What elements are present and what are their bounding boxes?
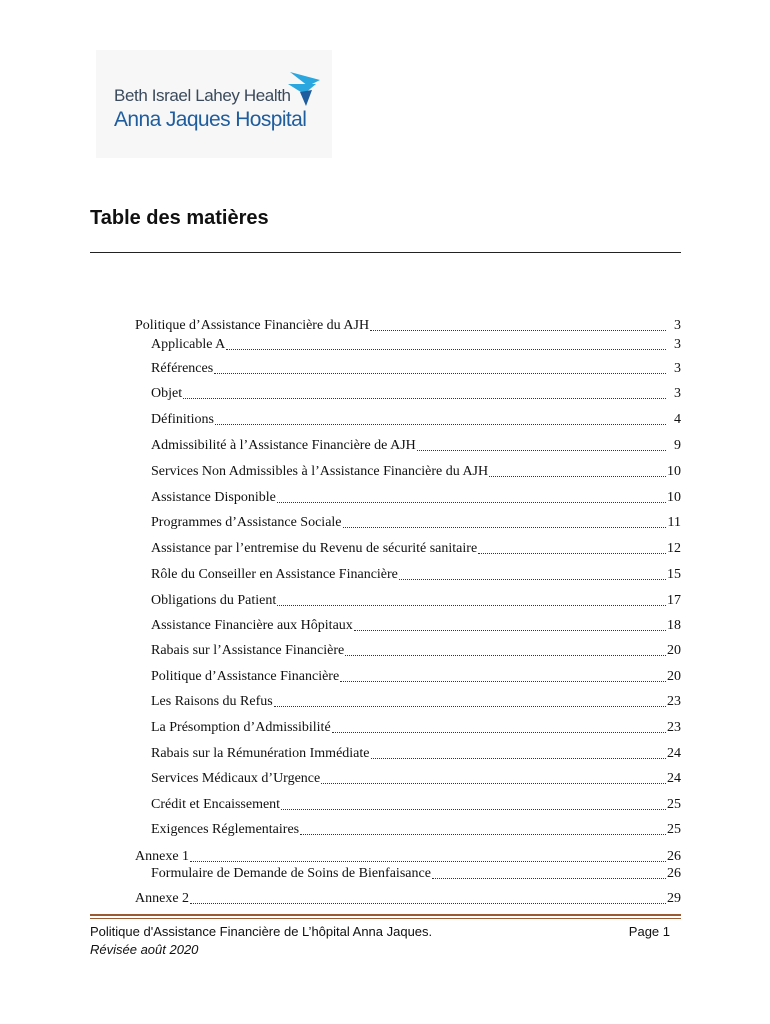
toc-entry[interactable] <box>151 616 681 634</box>
toc-entry-label: Rabais sur la Rémunération Immédiate <box>151 746 370 761</box>
toc-entry-page: 20 <box>667 669 681 684</box>
toc-entry-label: Politique d’Assistance Financière <box>151 669 340 684</box>
toc-entry[interactable] <box>151 436 681 454</box>
toc-leader-dots <box>190 858 666 862</box>
toc-entry-page: 4 <box>674 412 681 427</box>
title-divider <box>90 252 681 253</box>
toc-entry[interactable] <box>135 316 681 334</box>
toc-entry-page: 3 <box>674 361 681 376</box>
toc-leader-dots <box>399 576 666 580</box>
toc-leader-dots <box>345 652 666 656</box>
toc-entry-label: Définitions <box>151 412 214 427</box>
toc-leader-dots <box>489 473 666 477</box>
toc-entry[interactable] <box>135 889 681 907</box>
toc-entry-page: 11 <box>667 515 681 530</box>
toc-entry-page: 23 <box>667 720 681 735</box>
toc-entry-label: Services Non Admissibles à l’Assistance Financière du AJH <box>151 464 489 479</box>
toc-leader-dots <box>371 755 667 759</box>
footer-divider-thin <box>90 918 681 919</box>
toc-entry-label: Services Médicaux d’Urgence <box>151 771 321 786</box>
toc-leader-dots <box>277 499 666 503</box>
footer-divider <box>90 914 681 916</box>
toc-entry[interactable] <box>151 462 681 480</box>
toc-entry-label: Annexe 2 <box>135 891 190 906</box>
toc-entry[interactable] <box>151 795 681 813</box>
toc-leader-dots <box>183 395 666 399</box>
toc-entry-label: Obligations du Patient <box>151 593 277 608</box>
toc-entry-label: Objet <box>151 386 183 401</box>
toc-leader-dots <box>340 678 666 682</box>
toc-entry[interactable] <box>135 847 681 865</box>
toc-entry-label: Les Raisons du Refus <box>151 694 273 709</box>
toc-entry-label: Admissibilité à l’Assistance Financière de AJH <box>151 438 416 453</box>
toc-entry[interactable] <box>151 591 681 609</box>
toc-entry[interactable] <box>151 692 681 710</box>
toc-entry-label: Applicable A <box>151 337 226 352</box>
toc-entry[interactable] <box>151 641 681 659</box>
footer-page-number: Page 1 <box>628 924 670 939</box>
toc-entry-page: 10 <box>667 464 681 479</box>
toc-entry[interactable] <box>151 539 681 557</box>
toc-entry[interactable] <box>151 744 681 762</box>
toc-leader-dots <box>343 524 666 528</box>
toc-entry[interactable] <box>151 820 681 838</box>
hospital-logo <box>96 50 332 158</box>
toc-entry-page: 18 <box>667 618 681 633</box>
toc-leader-dots <box>370 327 666 331</box>
toc-leader-dots <box>215 421 666 425</box>
toc-entry-label: Assistance Financière aux Hôpitaux <box>151 618 353 633</box>
footer-document-title: Politique d'Assistance Financière de L’hôpital Anna Jaques. <box>90 924 433 939</box>
toc-leader-dots <box>417 447 666 451</box>
footer-revision-date: Révisée août 2020 <box>90 942 199 957</box>
toc-entry[interactable] <box>151 864 681 882</box>
logo-hospital-name: Anna Jaques Hospital <box>114 108 307 131</box>
toc-entry-label: Exigences Réglementaires <box>151 822 300 837</box>
bird-icon <box>286 70 326 108</box>
toc-entry-label: Rôle du Conseiller en Assistance Financière <box>151 567 398 582</box>
toc-leader-dots <box>226 346 666 350</box>
toc-entry-label: Rabais sur l’Assistance Financière <box>151 643 345 658</box>
toc-entry-page: 12 <box>667 541 681 556</box>
toc-leader-dots <box>214 370 666 374</box>
toc-entry-label: Assistance Disponible <box>151 490 276 505</box>
toc-entry-page: 25 <box>667 797 681 812</box>
toc-entry-page: 20 <box>667 643 681 658</box>
toc-entry-page: 3 <box>674 337 681 352</box>
toc-leader-dots <box>478 550 666 554</box>
toc-entry[interactable] <box>151 513 681 531</box>
toc-entry-page: 10 <box>667 490 681 505</box>
toc-entry[interactable] <box>151 384 681 402</box>
toc-entry-page: 25 <box>667 822 681 837</box>
toc-entry-page: 15 <box>667 567 681 582</box>
toc-leader-dots <box>190 900 666 904</box>
toc-leader-dots <box>332 729 666 733</box>
toc-leader-dots <box>321 780 666 784</box>
toc-entry-page: 17 <box>667 593 681 608</box>
toc-entry[interactable] <box>151 769 681 787</box>
toc-entry-page: 29 <box>667 891 681 906</box>
toc-leader-dots <box>432 875 666 879</box>
toc-entry-page: 3 <box>674 386 681 401</box>
toc-entry[interactable] <box>151 335 681 353</box>
toc-entry-label: Assistance par l’entremise du Revenu de sécurité sanitaire <box>151 541 478 556</box>
toc-entry-page: 26 <box>667 849 681 864</box>
toc-entry-page: 26 <box>667 866 681 881</box>
toc-leader-dots <box>274 703 666 707</box>
toc-entry[interactable] <box>151 667 681 685</box>
toc-entry-label: Formulaire de Demande de Soins de Bienfaisance <box>151 866 431 881</box>
toc-leader-dots <box>354 627 666 631</box>
toc-entry-label: Références <box>151 361 214 376</box>
toc-entry[interactable] <box>151 718 681 736</box>
toc-entry-label: La Présomption d’Admissibilité <box>151 720 331 735</box>
toc-entry-label: Annexe 1 <box>135 849 190 864</box>
toc-leader-dots <box>281 806 666 810</box>
toc-entry[interactable] <box>151 410 681 428</box>
toc-entry-page: 9 <box>674 438 681 453</box>
toc-entry[interactable] <box>151 565 681 583</box>
toc-entry[interactable] <box>151 488 681 506</box>
toc-entry-page: 24 <box>667 746 681 761</box>
toc-entry-page: 24 <box>667 771 681 786</box>
toc-entry-label: Politique d’Assistance Financière du AJH <box>135 318 370 333</box>
toc-entry-label: Crédit et Encaissement <box>151 797 281 812</box>
toc-leader-dots <box>277 602 666 606</box>
toc-title: Table des matières <box>90 207 269 229</box>
toc-leader-dots <box>300 831 666 835</box>
toc-entry-label: Programmes d’Assistance Sociale <box>151 515 342 530</box>
toc-entry-page: 23 <box>667 694 681 709</box>
logo-parent-name: Beth Israel Lahey Health <box>114 86 291 105</box>
toc-entry[interactable] <box>151 359 681 377</box>
toc-entry-page: 3 <box>674 318 681 333</box>
